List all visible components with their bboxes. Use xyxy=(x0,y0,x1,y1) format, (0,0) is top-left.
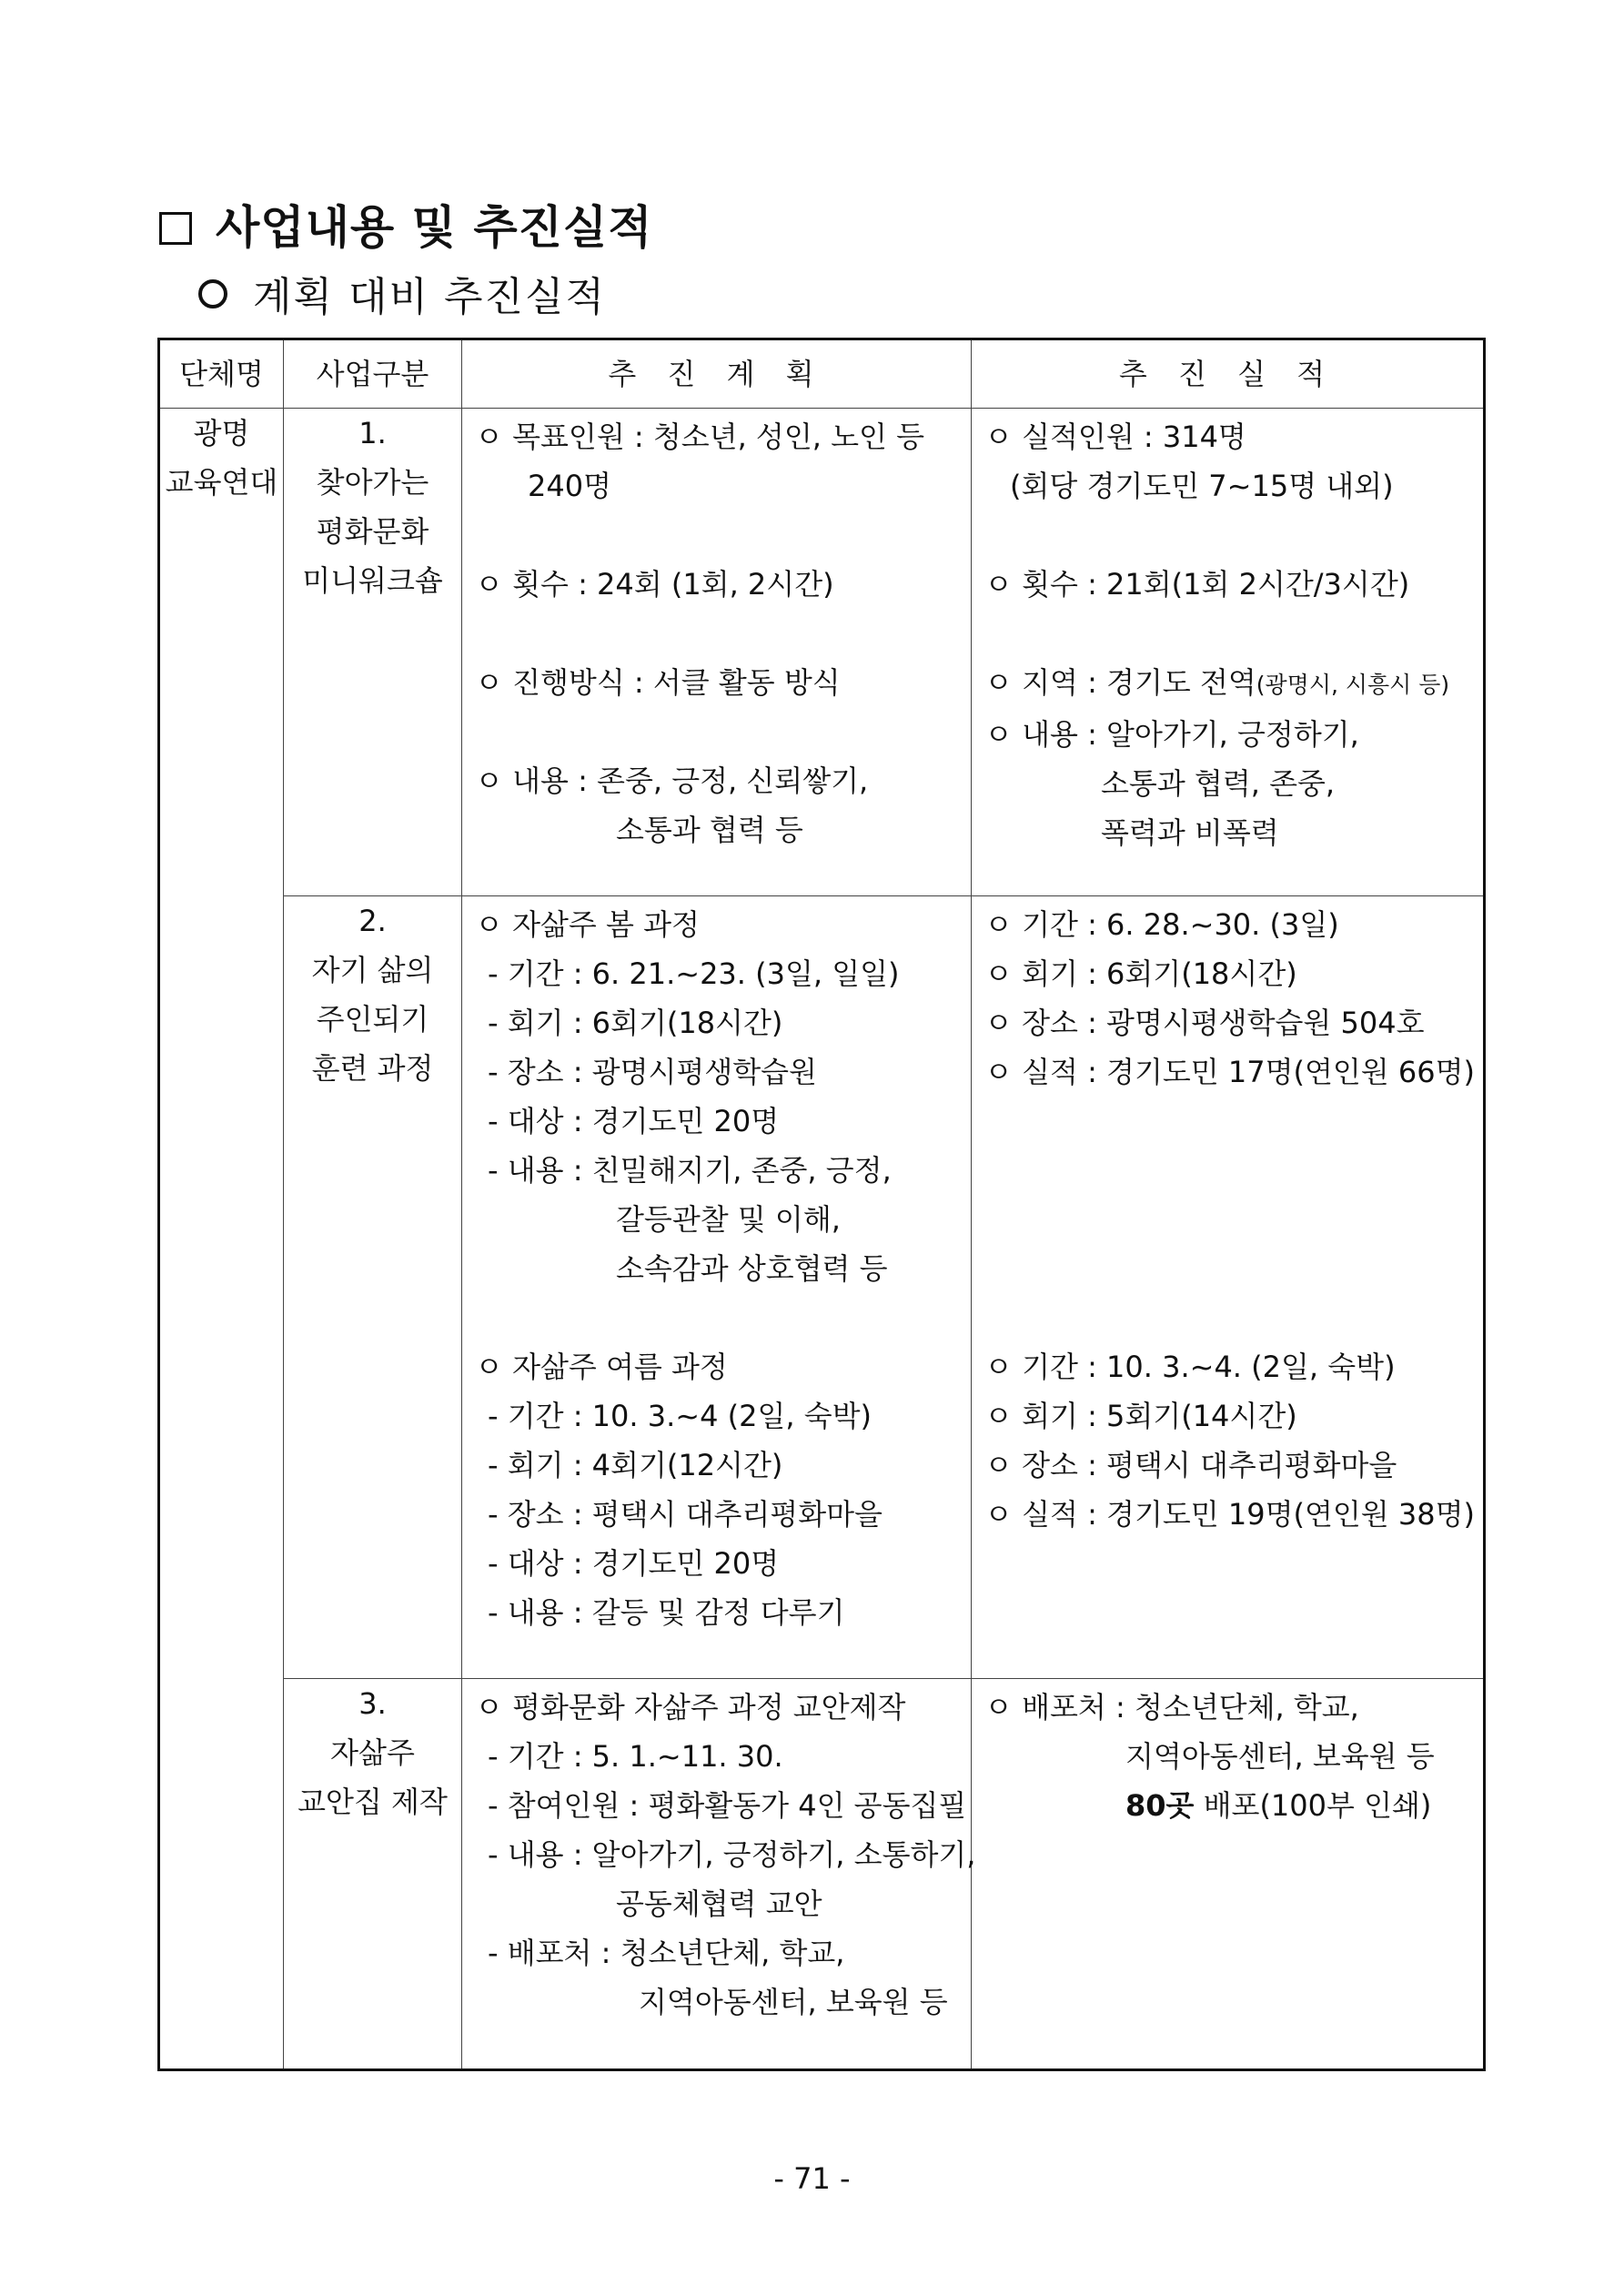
table-header-row xyxy=(159,339,1485,409)
header-plan: 추 진 계 획 xyxy=(462,339,972,409)
header-result: 추 진 실 적 xyxy=(972,339,1485,409)
table-row xyxy=(159,1679,1485,2070)
category-cell: 1. 찾아가는 평화문화 미니워크숍 xyxy=(284,409,462,896)
result-cell: ㅇ 실적인원 : 314명 (회당 경기도민 7~15명 내외) ㅇ 횟수 : 21회(1회 2시간/3시간) ㅇ 지역 : 경기도 전역(광명시, 시흥시 등) ㅇ 내용 : 알아가기, 긍정하기, 소통과 협력, 존중, 폭력과 비폭력 xyxy=(972,409,1485,896)
table-row xyxy=(159,409,1485,896)
plan-cell: ㅇ 목표인원 : 청소년, 성인, 노인 등 240명 ㅇ 횟수 : 24회 (1회, 2시간) ㅇ 진행방식 : 서클 활동 방식 ㅇ 내용 : 존중, 긍정, 신뢰쌓기, 소통과 협력 등 xyxy=(462,409,972,896)
table-row xyxy=(159,896,1485,1679)
section-title: 사업내용 및 추진실적 xyxy=(159,191,653,257)
result-cell: ㅇ 기간 : 6. 28.~30. (3일) ㅇ 회기 : 6회기(18시간) ㅇ 장소 : 광명시평생학습원 504호 ㅇ 실적 : 경기도민 17명(연인원 66명) ㅇ 기간 : 10. 3.~4. (2일, 숙박) ㅇ 회기 : 5회기(14시간) ㅇ 장소 : 평택시 대추리평화마을 ㅇ 실적 : 경기도민 19명(연인원 38명) xyxy=(972,896,1485,1679)
subsection-title: 계획 대비 추진실적 xyxy=(198,264,606,322)
plan-vs-result-table xyxy=(157,338,1486,2071)
plan-cell: ㅇ 평화문화 자삶주 과정 교안제작 - 기간 : 5. 1.~11. 30. - 참여인원 : 평화활동가 4인 공동집필 - 내용 : 알아가기, 긍정하기, 소통하기, 공동체협력 교안 - 배포처 : 청소년단체, 학교, 지역아동센터, 보육원 등 xyxy=(462,1679,972,2070)
page-number: - 71 - xyxy=(773,2161,851,2196)
header-org: 단체명 xyxy=(159,339,284,409)
plan-cell: ㅇ 자삶주 봄 과정 - 기간 : 6. 21.~23. (3일, 일일) - 회기 : 6회기(18시간) - 장소 : 광명시평생학습원 - 대상 : 경기도민 20명 - 내용 : 친밀해지기, 존중, 긍정, 갈등관찰 및 이해, 소속감과 상호협력 등 ㅇ 자삶주 여름 과정 - 기간 : 10. 3.~4 (2일, 숙박) - 회기 : 4회기(12시간) - 장소 : 평택시 대추리평화마을 - 대상 : 경기도민 20명 - 내용 : 갈등 및 감정 다루기 xyxy=(462,896,972,1679)
header-category: 사업구분 xyxy=(284,339,462,409)
result-cell: ㅇ 배포처 : 청소년단체, 학교, 지역아동센터, 보육원 등 80곳 배포(100부 인쇄) xyxy=(972,1679,1485,2070)
square-bullet-icon xyxy=(159,212,192,245)
org-name-cell: 광명 교육연대 xyxy=(159,409,284,2070)
category-cell: 2. 자기 삶의 주인되기 훈련 과정 xyxy=(284,896,462,1679)
category-cell: 3. 자삶주 교안집 제작 xyxy=(284,1679,462,2070)
circle-bullet-icon xyxy=(198,279,227,308)
